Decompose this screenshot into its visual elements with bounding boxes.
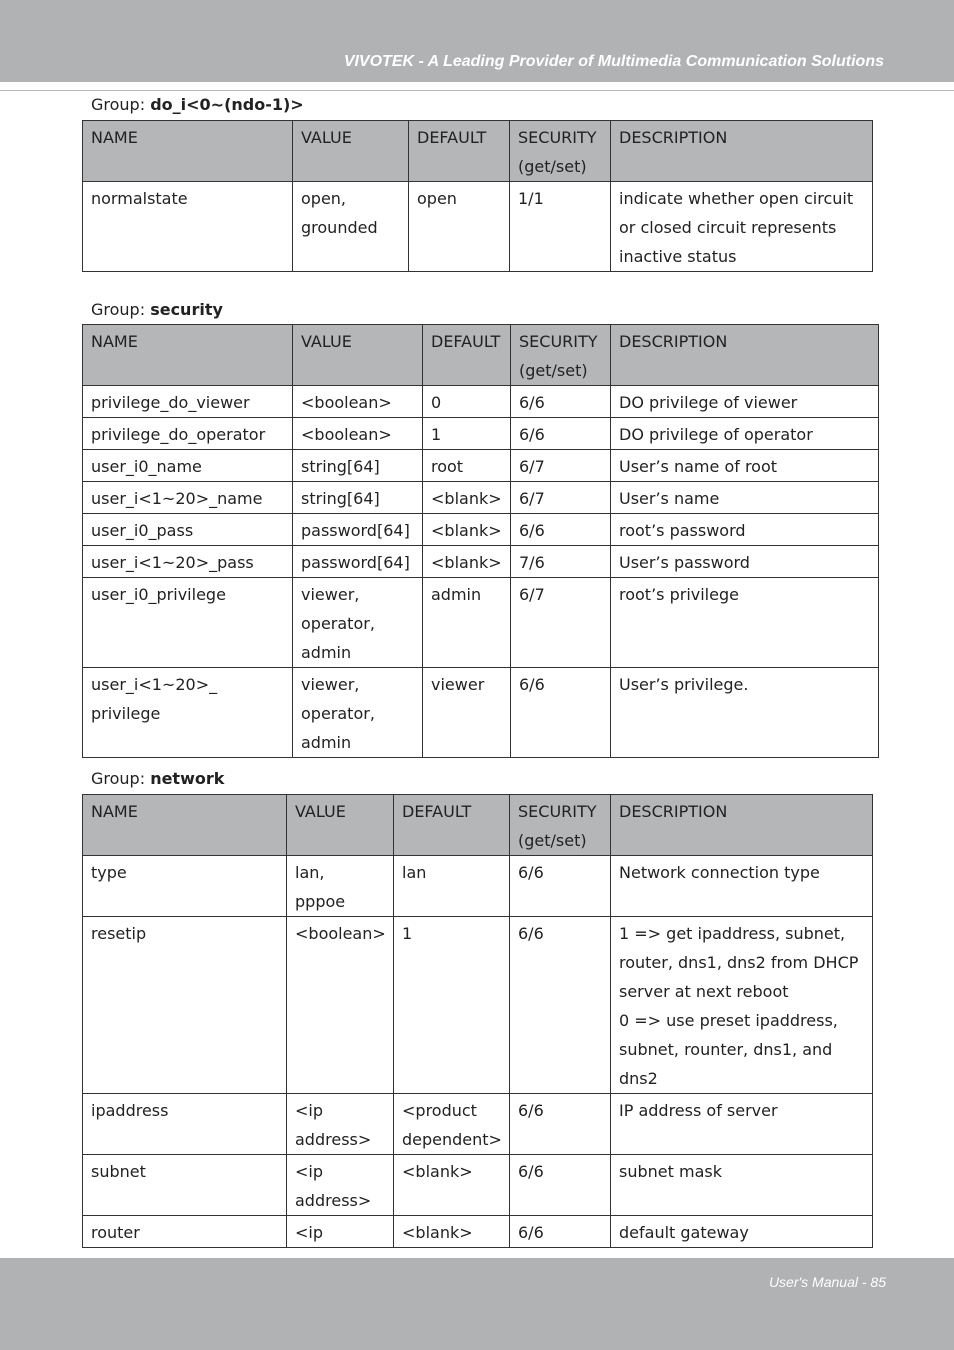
cell-line: 6/6 [518,1162,544,1181]
cell-line: string[64] [301,457,380,476]
default-cell [423,418,511,450]
name-cell [83,856,287,917]
group-title-network [91,769,224,789]
cell-line: 6/7 [519,457,545,476]
header-label: NAME [91,802,138,821]
name-cell [83,1216,287,1248]
cell-line: 6/6 [519,425,545,444]
name-cell [83,182,293,272]
name-cell [83,386,293,418]
header-value [293,325,423,386]
name-cell [83,514,293,546]
security-cell [511,514,611,546]
description-cell [611,482,879,514]
cell-line: <blank> [402,1223,473,1242]
cell-line: admin [301,733,352,752]
value-cell [287,856,394,917]
header-default [409,121,510,182]
group-label: Group: [91,95,151,114]
header-spacer [91,356,284,385]
header-spacer [619,152,864,181]
group-label: Group: [91,769,151,788]
cell-line: user_i<1~20>_name [91,489,263,508]
cell-line: address> [295,1130,372,1149]
cell-line: indicate whether open circuit [619,189,854,208]
description-cell [611,668,879,758]
header-name [83,121,293,182]
cell-line: 7/6 [519,553,545,572]
description-cell [611,856,873,917]
value-cell [293,418,423,450]
header-spacer [417,152,501,181]
cell-line: viewer, [301,585,360,604]
page-footer [0,1258,954,1350]
security-cell [510,1155,611,1216]
cell-line: user_i0_name [91,457,202,476]
cell-line: user_i<1~20>_ [91,675,218,694]
header-default [423,325,511,386]
cell-line: 1/1 [518,189,544,208]
cell-line: string[64] [301,489,380,508]
cell-line: root [431,457,464,476]
default-cell [394,856,510,917]
cell-line: 1 [402,924,413,943]
table-header-row [83,795,873,856]
header-spacer [91,152,284,181]
name-cell [83,546,293,578]
cell-line: 1 [431,425,442,444]
security-cell [510,856,611,917]
name-cell [83,668,293,758]
group-name: security [150,300,223,319]
header-spacer [301,356,414,385]
default-cell [423,386,511,418]
security-cell [511,418,611,450]
default-cell [423,546,511,578]
header-label: VALUE [301,332,352,351]
description-cell [611,514,879,546]
param-table-network [82,794,873,1248]
value-cell [287,1155,394,1216]
header-spacer [301,152,400,181]
cell-line: pppoe [295,892,346,911]
cell-line: 6/7 [519,585,545,604]
cell-line: <boolean> [295,924,386,943]
cell-line: <ip [295,1223,324,1242]
cell-line: 6/6 [518,1101,544,1120]
cell-line: type [91,863,127,882]
cell-line: User’s password [619,553,750,572]
table-row [83,514,879,546]
header-label: DEFAULT [431,332,501,351]
cell-line: user_i<1~20>_pass [91,553,254,572]
cell-line: IP address of server [619,1101,778,1120]
header-security [511,325,611,386]
cell-line: server at next reboot [619,982,789,1001]
cell-line: User’s name [619,489,720,508]
cell-line: privilege [91,704,161,723]
default-cell [394,1094,510,1155]
cell-line: or closed circuit represents [619,218,837,237]
description-cell [611,386,879,418]
header-default [394,795,510,856]
header-label: DESCRIPTION [619,128,728,147]
cell-line: DO privilege of viewer [619,393,798,412]
cell-line: subnet [91,1162,146,1181]
cell-line: <ip [295,1162,324,1181]
cell-line: <blank> [431,553,502,572]
value-cell [293,514,423,546]
description-cell [611,578,879,668]
cell-line: admin [431,585,482,604]
default-cell [423,514,511,546]
description-cell [611,1216,873,1248]
table-row [83,1155,873,1216]
description-cell [611,1094,873,1155]
cell-line: subnet, rounter, dns1, and [619,1040,833,1059]
value-cell [293,450,423,482]
cell-line: 1 => get ipaddress, subnet, [619,924,846,943]
cell-line: subnet mask [619,1162,722,1181]
cell-line: router [91,1223,140,1242]
cell-line: <blank> [431,489,502,508]
group-title-security [91,300,223,320]
default-cell [394,917,510,1094]
cell-line: 6/6 [518,863,544,882]
cell-line: 6/6 [519,521,545,540]
page-number: User's Manual - 85 [768,1274,886,1290]
description-cell [611,182,873,272]
header-spacer [402,826,501,855]
cell-line: grounded [301,218,378,237]
name-cell [83,578,293,668]
cell-line: User’s privilege. [619,675,749,694]
default-cell [394,1216,510,1248]
header-title: VIVOTEK - A Leading Provider of Multimedia Communication Solutions [343,53,884,70]
description-cell [611,1155,873,1216]
description-cell [611,418,879,450]
name-cell [83,1155,287,1216]
cell-line: Network connection type [619,863,820,882]
header-description [611,121,873,182]
value-cell [287,1094,394,1155]
table-row [83,856,873,917]
cell-line: privilege_do_viewer [91,393,250,412]
value-cell [287,1216,394,1248]
cell-line: DO privilege of operator [619,425,813,444]
header-spacer [91,826,278,855]
header-security [510,795,611,856]
header-divider [0,90,954,91]
cell-line: viewer [431,675,485,694]
table-header-row [83,325,879,386]
value-cell [293,578,423,668]
security-cell [511,386,611,418]
cell-line: dependent> [402,1130,502,1149]
cell-line: user_i0_privilege [91,585,226,604]
cell-line: viewer, [301,675,360,694]
header-spacer [619,356,870,385]
table-row [83,182,873,272]
cell-line: <blank> [402,1162,473,1181]
name-cell [83,482,293,514]
header-label: VALUE [301,128,352,147]
header-security [510,121,611,182]
param-table-do [82,120,873,272]
header-label: SECURITY [518,128,597,147]
security-cell [511,482,611,514]
security-cell [511,546,611,578]
cell-line: 6/6 [519,393,545,412]
cell-line: User’s name of root [619,457,778,476]
page-header [0,0,954,82]
cell-line: <boolean> [301,393,392,412]
value-cell [293,546,423,578]
header-label: (get/set) [518,157,587,176]
group-name: network [150,769,225,788]
description-cell [611,917,873,1094]
group-name: do_i<0~(ndo-1)> [150,95,304,114]
cell-line: password[64] [301,521,410,540]
cell-line: user_i0_pass [91,521,194,540]
security-cell [511,450,611,482]
cell-line: operator, [301,704,375,723]
cell-line: <blank> [431,521,502,540]
security-cell [510,1094,611,1155]
security-cell [511,578,611,668]
table-row [83,386,879,418]
cell-line: 6/7 [519,489,545,508]
description-cell [611,450,879,482]
header-name [83,325,293,386]
cell-line: open [417,189,457,208]
table-row [83,418,879,450]
name-cell [83,450,293,482]
table-row [83,668,879,758]
cell-line: 6/6 [519,675,545,694]
cell-line: lan, [295,863,325,882]
group-title-do [91,95,304,115]
security-cell [510,182,611,272]
table-row [83,917,873,1094]
table-row [83,482,879,514]
table-row [83,578,879,668]
cell-line: lan [402,863,427,882]
cell-line: inactive status [619,247,737,266]
cell-line: dns2 [619,1069,658,1088]
cell-line: <ip [295,1101,324,1120]
default-cell [409,182,510,272]
value-cell [293,182,409,272]
cell-line: root’s password [619,521,746,540]
cell-line: root’s privilege [619,585,739,604]
default-cell [423,450,511,482]
cell-line: privilege_do_operator [91,425,266,444]
default-cell [423,482,511,514]
cell-line: ipaddress [91,1101,169,1120]
header-label: VALUE [295,802,346,821]
cell-line: admin [301,643,352,662]
name-cell [83,418,293,450]
table-row [83,546,879,578]
cell-line: 0 => use preset ipaddress, [619,1011,838,1030]
group-label: Group: [91,300,151,319]
cell-line: default gateway [619,1223,749,1242]
table-row [83,450,879,482]
cell-line: operator, [301,614,375,633]
header-spacer [619,826,864,855]
header-label: SECURITY [518,802,597,821]
header-value [293,121,409,182]
header-value [287,795,394,856]
value-cell [293,386,423,418]
cell-line: open, [301,189,347,208]
header-label: DEFAULT [402,802,472,821]
value-cell [293,482,423,514]
name-cell [83,1094,287,1155]
header-label: NAME [91,332,138,351]
cell-line: normalstate [91,189,188,208]
security-cell [510,1216,611,1248]
header-label: NAME [91,128,138,147]
security-cell [510,917,611,1094]
default-cell [394,1155,510,1216]
header-spacer [295,826,385,855]
security-cell [511,668,611,758]
header-label: DEFAULT [417,128,487,147]
header-description [611,795,873,856]
header-label: DESCRIPTION [619,802,728,821]
cell-line: <boolean> [301,425,392,444]
cell-line: <product [402,1101,477,1120]
cell-line: 6/6 [518,1223,544,1242]
param-table-security [82,324,879,758]
header-label: SECURITY [519,332,598,351]
value-cell [287,917,394,1094]
description-cell [611,546,879,578]
value-cell [293,668,423,758]
header-label: (get/set) [518,831,587,850]
cell-line: resetip [91,924,147,943]
header-name [83,795,287,856]
header-description [611,325,879,386]
header-label: DESCRIPTION [619,332,728,351]
cell-line: 0 [431,393,442,412]
cell-line: password[64] [301,553,410,572]
name-cell [83,917,287,1094]
table-row [83,1216,873,1248]
table-row [83,1094,873,1155]
header-spacer [431,356,502,385]
cell-line: 6/6 [518,924,544,943]
table-header-row [83,121,873,182]
default-cell [423,668,511,758]
cell-line: address> [295,1191,372,1210]
header-label: (get/set) [519,361,588,380]
cell-line: router, dns1, dns2 from DHCP [619,953,859,972]
default-cell [423,578,511,668]
